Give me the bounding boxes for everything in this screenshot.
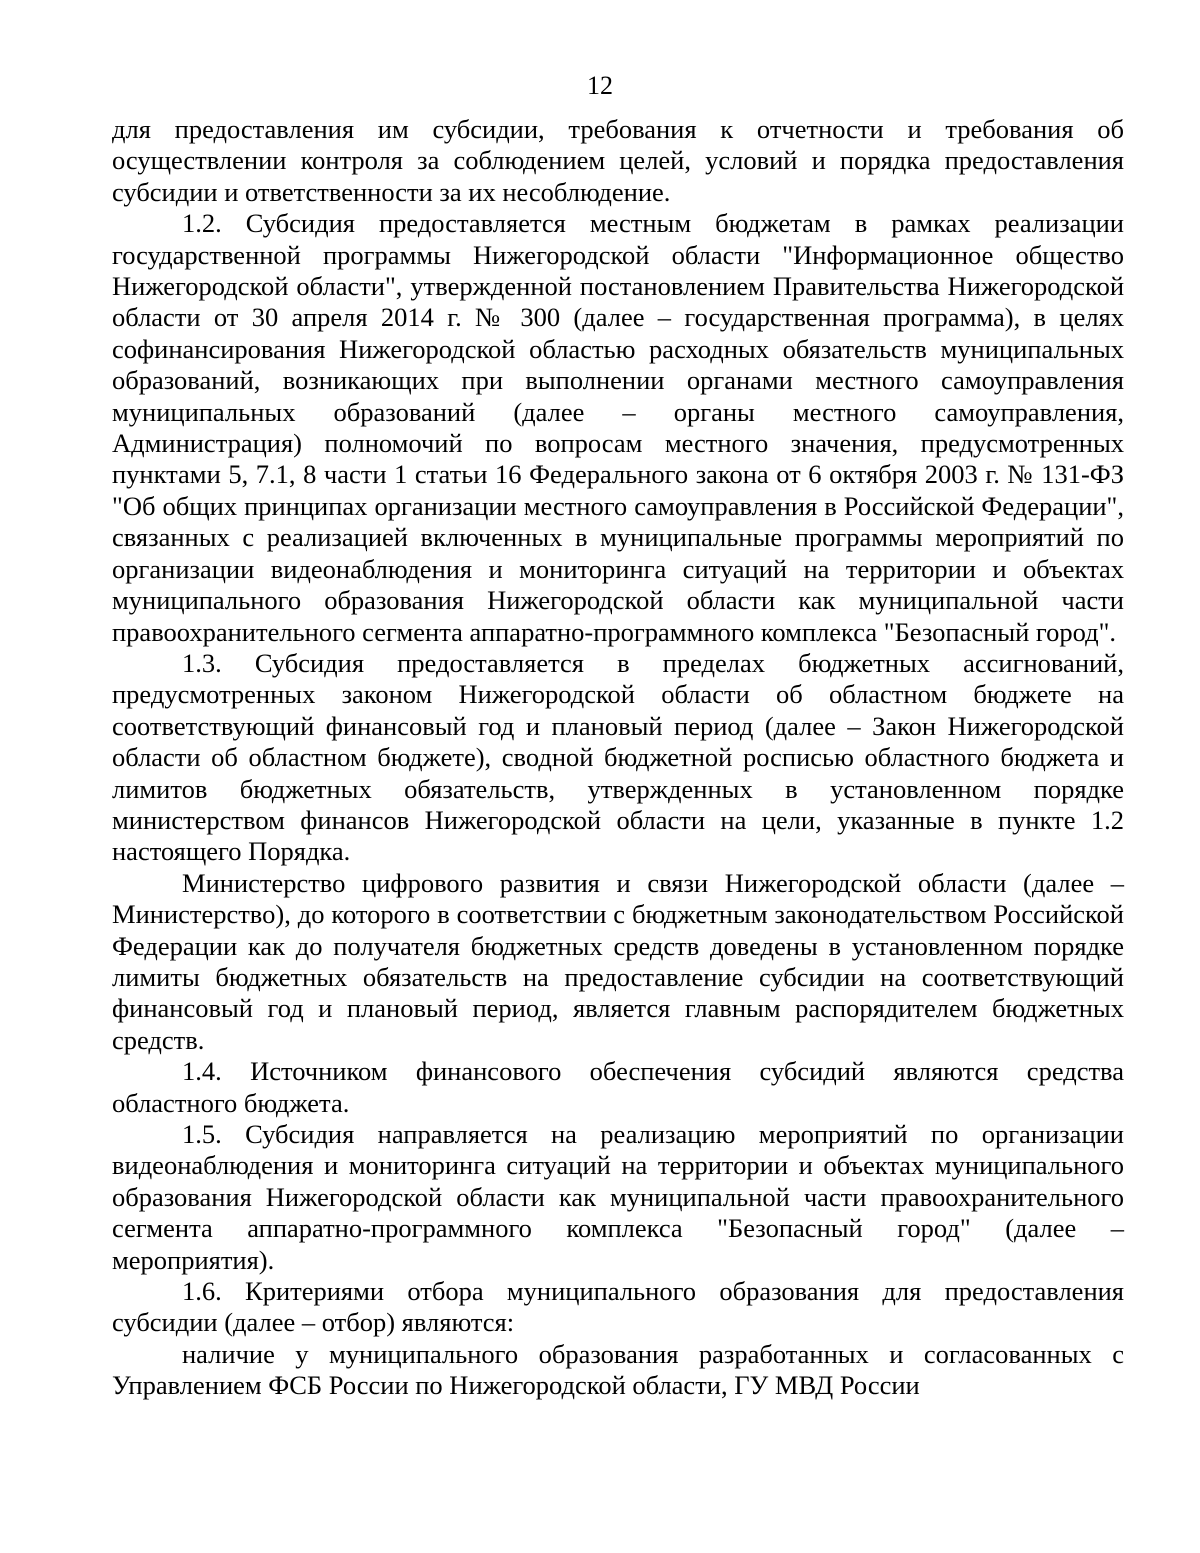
paragraph-1-6: 1.6. Критериями отбора муниципального образования для предоставления субсидии (далее – отбор) являются: [112,1276,1124,1338]
paragraph-1-5: 1.5. Субсидия направляется на реализацию мероприятий по организации видеонаблюдения и мониторинга ситуаций на территории и объектах муниципального образования Нижегородской области как муниципальной части правоохранительного сегмента аппаратно-программного комплекса "Безопасный город" (далее – мероприятия). [112,1119,1124,1275]
paragraph-ministry: Министерство цифрового развития и связи Нижегородской области (далее – Министерство), до которого в соответствии с бюджетным законодательством Российской Федерации как до получателя бюджетных средств доведены в установленном порядке лимиты бюджетных обязательств на предоставление субсидии на соответствующий финансовый год и плановый период, является главным распорядителем бюджетных средств. [112,867,1124,1055]
document-body [112,114,1124,1402]
page-number: 12 [587,71,613,100]
paragraph-continuation: для предоставления им субсидии, требования к отчетности и требования об осуществлении контроля за соблюдением целей, условий и порядка предоставления субсидии и ответственности за их несоблюдение. [112,114,1124,207]
paragraph-1-4: 1.4. Источником финансового обеспечения субсидий являются средства областного бюджета. [112,1056,1124,1118]
paragraph-criteria-item: наличие у муниципального образования разработанных и согласованных с Управлением ФСБ России по Нижегородской области, ГУ МВД России [112,1338,1124,1401]
paragraph-1-3: 1.3. Субсидия предоставляется в пределах бюджетных ассигнований, предусмотренных законом Нижегородской области об областном бюджете на соответствующий финансовый год и плановый период (далее – Закон Нижегородской области об областном бюджете), сводной бюджетной росписью областного бюджета и лимитов бюджетных обязательств, утвержденных в установленном порядке министерством финансов Нижегородской области на цели, указанные в пункте 1.2 настоящего Порядка. [112,647,1124,867]
paragraph-1-2: 1.2. Субсидия предоставляется местным бюджетам в рамках реализации государственной программы Нижегородской области "Информационное общество Нижегородской области", утвержденной постановлением Правительства Нижегородской области от 30 апреля 2014 г. № 300 (далее – государственная программа), в целях софинансирования Нижегородской областью расходных обязательств муниципальных образований, возникающих при выполнении органами местного самоуправления муниципальных образований (далее – органы местного самоуправления, Администрация) полномочий по вопросам местного значения, предусмотренных пунктами 5, 7.1, 8 части 1 статьи 16 Федерального закона от 6 октября 2003 г. № 131-ФЗ "Об общих принципах организации местного самоуправления в Российской Федерации", связанных с реализацией включенных в муниципальные программы мероприятий по организации видеонаблюдения и мониторинга ситуаций на территории и объектах муниципального образования Нижегородской области как муниципальной части правоохранительного сегмента аппаратно-программного комплекса "Безопасный город". [112,208,1124,647]
